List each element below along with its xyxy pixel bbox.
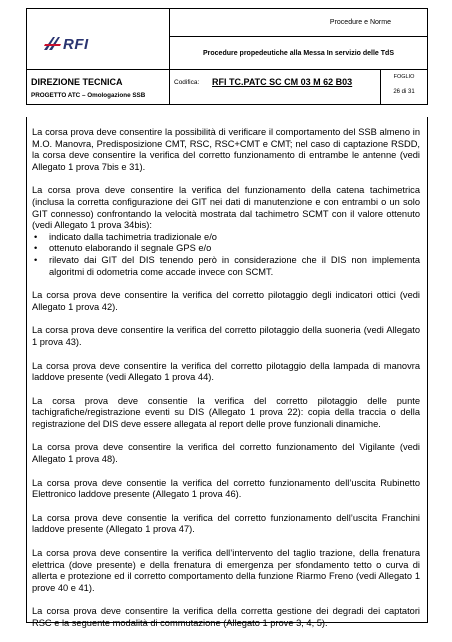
list-item: • indicato dalla tachimetria tradizionale e/o: [32, 232, 420, 244]
paragraph: La corsa prova deve consentie la verifica del corretto funzionamento dell’uscita Rubinetto Elettronico laddove presente (Allegato 1 prova 46).: [32, 477, 420, 500]
procedure-title: Procedure propedeutiche alla Messa In servizio delle TdS: [202, 49, 394, 57]
paragraph: La corsa prova deve consentire la verifica del funzionamento della catena tachimetrica (inclusa la corretta configurazione dei GIT nei dati di manutenzione e con entrambi o un solo GIT connesso) confrontando la velocità mostrata dal tachimetro SCMT con il valore ottenuto (vedi Allegato 1 prova 34bis):: [32, 185, 420, 231]
paragraph: La corsa prova deve consentie la verifica del corretto pilotaggio delle punte tachigrafiche/registrazione eventi su DIS (Allegato 1 prova 22): copia della traccia o della registrazione del DIS deve essere allegata al report delle prove funzionali dinamiche.: [32, 395, 420, 429]
bullet-list: [32, 232, 420, 278]
paragraph: La corsa prova deve consentire la verifica del corretto pilotaggio della suoneria (vedi Allegato 1 prova 43).: [32, 325, 420, 347]
direction-title: DIREZIONE TECNICA: [31, 77, 123, 87]
sheet-label: FOGLIO: [393, 74, 415, 80]
paragraph: La corsa prova deve consentire la possibilità di verificare il comportamento del SSB almeno in M.O. Manovra, Predisposizione CMT, RSC, RSC+CMT e CMT; nel caso di captazione RSDD, la corsa deve consentire la verifica del corretto funzionamento di entrambe le antenne (vedi Allegato 1 prova 7bis e 31).: [32, 127, 420, 172]
paragraph: La corsa prova deve consentie la verifica del corretto funzionamento dell’uscita Franchini laddove presente (Allegato 1 prova 47).: [32, 512, 420, 535]
code-label: Codifica:: [174, 79, 200, 86]
list-item: • rilevato dai GIT del DIS tenendo però in considerazione che il DIS non implementa algoritmi di odometria come accade invece con SCMT.: [32, 255, 420, 278]
procedure-label: Procedure e Norme: [170, 9, 427, 37]
project-label: PROGETTO ATC – Omologazione SSB: [31, 92, 146, 99]
list-item: • ottenuto elaborando il segnale GPS e/o: [32, 243, 420, 255]
rfi-logo-icon: [41, 33, 63, 53]
document-code: RFI TC.PATC SC CM 03 M 62 B03: [212, 77, 353, 87]
paragraph: La corsa prova deve consentire la verifica del corretto pilotaggio della lampada di manovra laddove presente (vedi Allegato 1 prova 44).: [32, 360, 420, 383]
paragraph: La corsa prova deve consentire la verifica del corretto funzionamento del Vigilante (vedi Allegato 1 prova 48).: [32, 442, 420, 465]
document-header: [26, 8, 428, 105]
logo-text: RFI: [63, 36, 89, 53]
paragraph: La corsa prova deve consentire la verifica della corretta gestione dei degradi dei captatori RSC e la seguente modalità di commutazione (Allegato 1 prove 3, 4, 5).: [32, 606, 420, 628]
paragraph: La corsa prova deve consentire la verifica dell’intervento del taglio trazione, della frenatura elettrica (dove presente) e della frenatura di emergenza per sfondamento tetto o curva di allerta e protezione ed il corretto comportamento della funzione Riarmo Freno (vedi Allegato 1 prove 40 e 41).: [32, 548, 420, 593]
paragraph: La corsa prova deve consentire la verifica del corretto pilotaggio degli indicatori ottici (vedi Allegato 1 prova 42).: [32, 290, 420, 312]
sheet-number: 26 di 31: [393, 89, 415, 95]
document-body: [32, 127, 420, 642]
logo-cell: [27, 9, 170, 69]
